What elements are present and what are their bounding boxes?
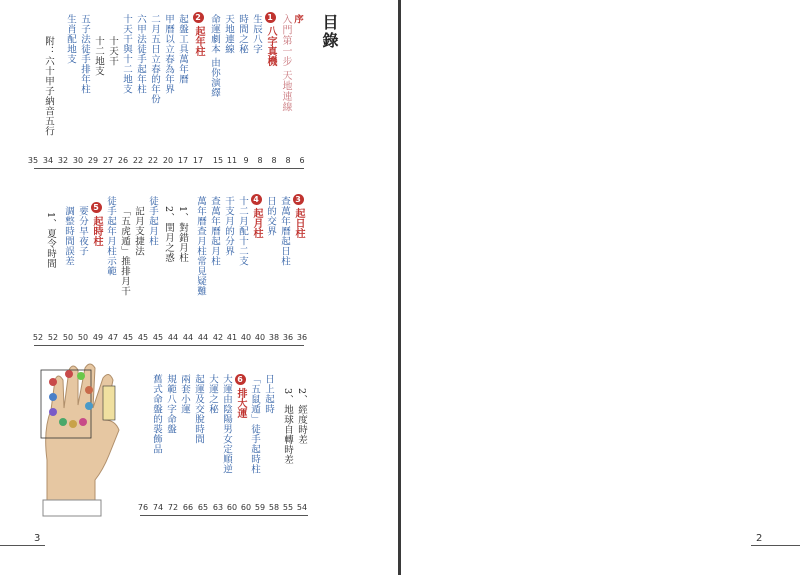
page-num-mid-14: 49: [92, 333, 104, 342]
page-num-top-9: 20: [162, 156, 174, 165]
section-4-header: [249, 194, 264, 238]
page-num-top-14: 29: [87, 156, 99, 165]
page-num-bottom-9: 72: [167, 503, 179, 512]
toc-entry-top-9: 二月五日立春的年份: [149, 14, 160, 104]
page-num-top-1: 8: [285, 156, 291, 165]
intro-text: 入門第一步 天地連線: [280, 14, 291, 113]
toc-entry-mid-7: 萬年曆查月柱常見疑難: [195, 196, 206, 296]
page-num-top-17: 34: [42, 156, 54, 165]
page-num-mid-18: 52: [32, 333, 44, 342]
page-num-mid-12: 45: [122, 333, 134, 342]
section-6-label: 排大運: [235, 388, 246, 418]
toc-entry-top-10: 六甲法徒手起年柱: [135, 14, 146, 94]
toc-entry-mid-6: 查萬年曆起月柱: [209, 196, 220, 266]
page-num-mid-17: 52: [47, 333, 59, 342]
toc-entry-mid-8: 1、對錯月柱: [177, 206, 188, 263]
toc-entry-mid-1: 查萬年曆起日柱: [279, 196, 290, 266]
page-num-top-0: 6: [299, 156, 305, 165]
section-4-label: 起月柱: [251, 208, 262, 238]
right-page: [401, 0, 800, 575]
page-num-bottom-8: 66: [182, 503, 194, 512]
toc-entry-top-13: 十二地支: [93, 36, 104, 76]
toc-entry-top-7: 起盤工具萬年曆: [177, 14, 188, 84]
section-1-badge: 1: [265, 12, 276, 23]
page-num-top-13: 27: [102, 156, 114, 165]
section-1-label: 八字真機: [265, 26, 276, 66]
page-num-bottom-7: 65: [197, 503, 209, 512]
page-num-top-11: 22: [132, 156, 144, 165]
toc-entry-mid-12: 記月支捷法: [133, 206, 144, 256]
page-num-top-2: 8: [271, 156, 277, 165]
page-num-mid-2: 38: [268, 333, 280, 342]
toc-entry-mid-17: 調整時間誤差: [63, 206, 74, 266]
page-num-bottom-6: 63: [212, 503, 224, 512]
toc-entry-mid-16: 要分早夜子: [77, 206, 88, 256]
toc-entry-top-5: 命運劇本 由你演繹: [209, 14, 220, 98]
page-num-top-12: 26: [117, 156, 129, 165]
section-3-badge: 3: [293, 194, 304, 205]
toc-entry-mid-5: 干支月的分界: [223, 196, 234, 256]
toc-entry-mid-18: 1、夏令時間: [45, 212, 56, 269]
page-num-top-6: 15: [212, 156, 224, 165]
page-num-mid-5: 41: [226, 333, 238, 342]
page-num-bottom-3: 59: [254, 503, 266, 512]
page-num-bottom-2: 58: [268, 503, 280, 512]
page-num-top-16: 32: [57, 156, 69, 165]
toc-entry-top-8: 甲曆以立春為年界: [163, 14, 174, 94]
folio-rule-right: [751, 545, 800, 546]
page-num-bottom-4: 60: [240, 503, 252, 512]
section-1-header: [263, 12, 278, 66]
toc-entry-top-14: 五子法徒手排年柱: [79, 14, 90, 94]
folio-left: 3: [34, 533, 41, 544]
section-4-badge: 4: [251, 194, 262, 205]
section-5-label: 起時柱: [91, 216, 102, 246]
page-num-mid-3: 40: [254, 333, 266, 342]
toc-entry-bottom-8: 兩套小運: [179, 374, 190, 414]
page-num-mid-11: 45: [137, 333, 149, 342]
toc-entry-top-3: 時間之秘: [237, 14, 248, 54]
page-num-mid-15: 50: [77, 333, 89, 342]
toc-entry-top-4: 天地連線: [223, 14, 234, 54]
page-number-rule-bottom: [140, 515, 308, 516]
toc-entry-mid-14: 徒手起年月柱示範: [105, 196, 116, 276]
page-num-mid-9: 44: [167, 333, 179, 342]
section-3-header: [291, 194, 306, 238]
page-num-mid-4: 40: [240, 333, 252, 342]
toc-entry-mid-11: 徒手起月柱: [147, 196, 158, 246]
section-6-header: [233, 374, 248, 418]
toc-entry-bottom-6: 大運之秘: [207, 374, 218, 414]
toc-entry-top-17: 附：六十甲子納音五行: [43, 36, 54, 136]
toc-entry-bottom-9: 規範八字命盤: [165, 374, 176, 434]
toc-entry-top-15: 生肖配地支: [65, 14, 76, 64]
intro-label: 序: [292, 14, 303, 24]
toc-entry-mid-9: 2、閏月之惑: [163, 206, 174, 263]
toc-entry-bottom-1: 3、地球自轉時差: [282, 388, 293, 465]
section-2-badge: 2: [193, 12, 204, 23]
toc-entry-top-12: 十天干: [107, 36, 118, 66]
page-num-mid-13: 47: [107, 333, 119, 342]
section-5-header: [89, 202, 104, 246]
folio-right: 2: [756, 533, 763, 544]
page-num-top-3: 8: [257, 156, 263, 165]
toc-entry-top-2: 生辰八字: [251, 14, 262, 54]
section-2-header: [191, 12, 206, 56]
page-num-bottom-11: 76: [137, 503, 149, 512]
page-num-top-10: 22: [147, 156, 159, 165]
toc-entry-mid-13: 「五虎遁」推排月干: [119, 206, 130, 296]
toc-entry-bottom-5: 大運由陰陽男女定順逆: [221, 374, 232, 474]
section-3-label: 起日柱: [293, 208, 304, 238]
toc-entry-mid-2: 日的交界: [265, 196, 276, 236]
page-num-mid-16: 50: [62, 333, 74, 342]
page-num-mid-6: 42: [212, 333, 224, 342]
section-2-label: 起年柱: [193, 26, 204, 56]
toc-entry-bottom-0: 2、經度時差: [296, 388, 307, 445]
toc-entry-bottom-3: 「五鼠遁」徒手起時柱: [249, 374, 260, 474]
section-5-badge: 5: [91, 202, 102, 213]
page-num-top-18: 35: [27, 156, 39, 165]
section-6-badge: 6: [235, 374, 246, 385]
toc-title: 目錄: [320, 14, 339, 50]
toc-entry-mid-4: 十二月配十二支: [237, 196, 248, 266]
page-num-mid-7: 44: [197, 333, 209, 342]
toc-entry-bottom-2: 日上起時: [263, 374, 274, 414]
page-num-top-8: 17: [177, 156, 189, 165]
page-num-top-7: 17: [192, 156, 204, 165]
page-num-top-15: 30: [72, 156, 84, 165]
table-of-contents: [0, 0, 398, 575]
page-num-mid-1: 36: [282, 333, 294, 342]
page-num-bottom-5: 60: [226, 503, 238, 512]
page-num-top-5: 11: [226, 156, 238, 165]
toc-entry-bottom-7: 起運及交脫時間: [193, 374, 204, 444]
page-num-bottom-10: 74: [152, 503, 164, 512]
page-num-mid-10: 45: [152, 333, 164, 342]
page-num-mid-0: 36: [296, 333, 308, 342]
page-num-top-4: 9: [243, 156, 249, 165]
toc-entry-bottom-10: 舊式命盤的裝飾品: [151, 374, 162, 454]
toc-entry-top-11: 十天干與十二地支: [121, 14, 132, 94]
page-num-bottom-1: 55: [282, 503, 294, 512]
page-num-mid-8: 44: [182, 333, 194, 342]
page-num-bottom-0: 54: [296, 503, 308, 512]
